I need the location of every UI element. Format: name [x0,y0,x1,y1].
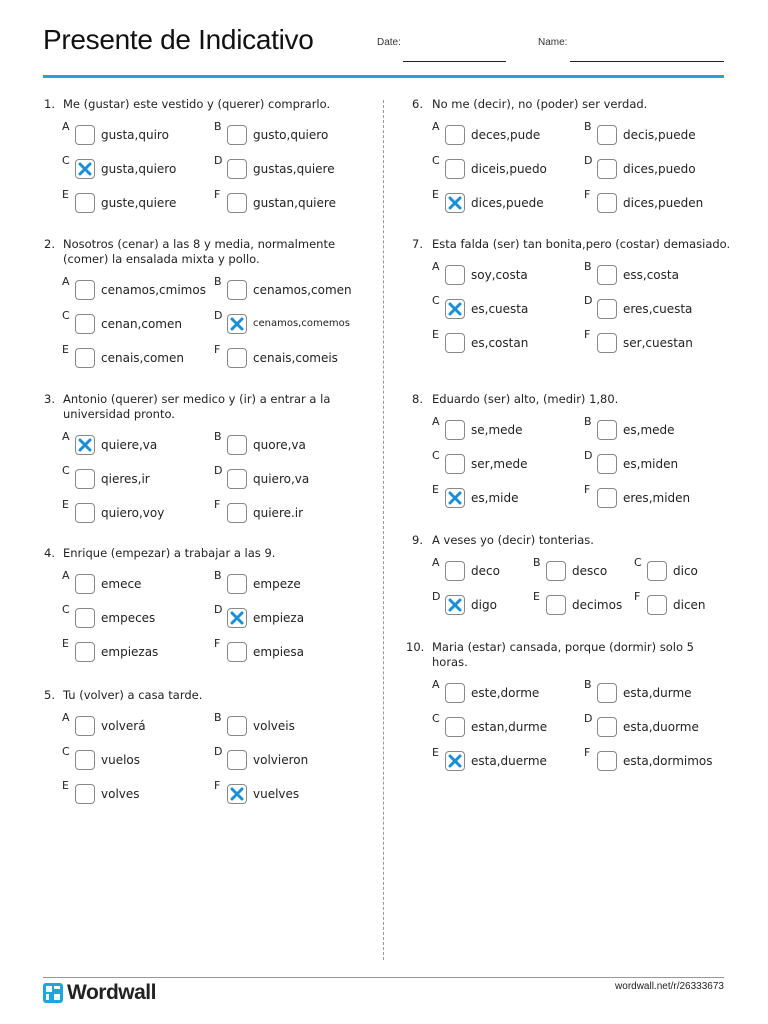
answer-checkbox[interactable] [227,716,247,736]
option-text: es,mide [471,491,519,505]
question-number: 7. [412,237,423,251]
answer-checkbox[interactable] [227,435,247,455]
answer-checkbox[interactable] [546,561,566,581]
option-text: es,mede [623,423,675,437]
option-letter: C [432,294,440,307]
answer-checkbox[interactable] [597,454,617,474]
answer-checkbox[interactable] [445,454,465,474]
answer-checkbox[interactable] [445,751,465,771]
option-letter: D [214,154,223,167]
option-text: estan,durme [471,720,548,734]
option-letter: D [214,745,223,758]
option-text: vuelos [101,753,141,767]
header-divider [43,75,724,78]
answer-checkbox[interactable] [75,193,95,213]
option-text: deces,pude [471,128,541,142]
column-divider [383,100,384,960]
question-text: No me (decir), no (poder) ser verdad. [432,97,648,111]
question-text: Me (gustar) este vestido y (querer) comprarlo. [63,97,331,111]
option-text: volves [101,787,140,801]
option-text: esta,duorme [623,720,699,734]
question-text: Antonio (querer) ser medico y (ir) a entrar a la [63,392,331,406]
answer-checkbox[interactable] [445,420,465,440]
option-letter: C [432,712,440,725]
option-letter: F [214,343,221,356]
answer-checkbox[interactable] [597,265,617,285]
option-text: gusta,quiro [101,128,169,142]
answer-checkbox[interactable] [445,683,465,703]
option-text: emece [101,577,142,591]
option-letter: D [214,309,223,322]
question-text: A veses yo (decir) tonterias. [432,533,594,547]
option-text: es,miden [623,457,679,471]
answer-checkbox[interactable] [227,642,247,662]
option-letter: D [584,154,593,167]
option-text: ser,cuestan [623,336,693,350]
option-text: volveis [253,719,295,733]
option-letter: A [432,260,440,273]
answer-checkbox[interactable] [227,608,247,628]
question-text: Maria (estar) cansada, porque (dormir) solo 5 [432,640,694,654]
answer-checkbox[interactable] [546,595,566,615]
answer-checkbox[interactable] [227,469,247,489]
answer-checkbox[interactable] [445,561,465,581]
question-text: Eduardo (ser) alto, (medir) 1,80. [432,392,619,406]
option-letter: A [432,120,440,133]
option-text: gustas,quiere [253,162,335,176]
question-text: (comer) la ensalada mixta y pollo. [63,252,260,266]
option-text: este,dorme [471,686,540,700]
option-letter: A [62,120,70,133]
answer-checkbox[interactable] [75,159,95,179]
option-letter: A [432,415,440,428]
option-text: vuelves [253,787,300,801]
answer-checkbox[interactable] [75,435,95,455]
answer-checkbox[interactable] [597,683,617,703]
option-letter: B [214,711,222,724]
option-letter: A [432,678,440,691]
option-text: cenais,comeis [253,351,338,365]
option-letter: D [214,464,223,477]
question-text: Esta falda (ser) tan bonita,pero (costar) demasiado. [432,237,731,251]
option-letter: B [214,569,222,582]
option-text: empieza [253,611,305,625]
option-letter: C [62,745,70,758]
option-letter: D [584,712,593,725]
option-letter: F [214,188,221,201]
answer-checkbox[interactable] [445,159,465,179]
answer-checkbox[interactable] [75,125,95,145]
answer-checkbox[interactable] [597,159,617,179]
answer-checkbox[interactable] [75,608,95,628]
option-letter: B [214,430,222,443]
name-field[interactable] [570,61,724,62]
option-text: empeze [253,577,301,591]
option-text: empiesa [253,645,305,659]
answer-checkbox[interactable] [75,348,95,368]
option-letter: A [62,275,70,288]
option-text: volverá [101,719,146,733]
answer-checkbox[interactable] [227,280,247,300]
answer-checkbox[interactable] [647,595,667,615]
option-letter: C [634,556,642,569]
answer-checkbox[interactable] [227,125,247,145]
answer-checkbox[interactable] [227,503,247,523]
answer-checkbox[interactable] [75,642,95,662]
question-number: 5. [44,688,55,702]
question-number: 8. [412,392,423,406]
option-text: esta,dormimos [623,754,713,768]
option-letter: F [634,590,641,603]
option-letter: F [584,328,591,341]
wordwall-logo-icon [43,983,63,1003]
option-letter: E [62,343,69,356]
option-letter: A [432,556,440,569]
option-letter: F [584,746,591,759]
option-text: guste,quiere [101,196,177,210]
option-letter: E [432,328,439,341]
option-letter: E [432,746,439,759]
answer-checkbox[interactable] [597,125,617,145]
option-text: cenamos,comemos [253,318,350,329]
option-letter: F [214,498,221,511]
option-text: decimos [572,598,623,612]
option-letter: D [584,449,593,462]
wordwall-logo [43,981,156,1005]
answer-checkbox[interactable] [445,333,465,353]
answer-checkbox[interactable] [75,574,95,594]
answer-checkbox[interactable] [227,784,247,804]
answer-checkbox[interactable] [75,750,95,770]
option-letter: B [214,120,222,133]
question-number: 9. [412,533,423,547]
check-x-icon [230,611,244,625]
option-text: es,cuesta [471,302,529,316]
check-x-icon [448,491,462,505]
option-text: quore,va [253,438,306,452]
answer-checkbox[interactable] [227,159,247,179]
answer-checkbox[interactable] [75,469,95,489]
option-letter: C [432,154,440,167]
option-text: dicen [673,598,706,612]
option-text: cenais,comen [101,351,184,365]
answer-checkbox[interactable] [227,193,247,213]
answer-checkbox[interactable] [75,784,95,804]
option-letter: E [432,188,439,201]
option-text: cenamos,cmimos [101,283,206,297]
option-letter: C [62,309,70,322]
answer-checkbox[interactable] [597,420,617,440]
check-x-icon [448,302,462,316]
answer-checkbox[interactable] [445,193,465,213]
answer-checkbox[interactable] [647,561,667,581]
option-text: esta,durme [623,686,692,700]
answer-checkbox[interactable] [597,488,617,508]
option-text: decis,puede [623,128,696,142]
option-letter: E [62,637,69,650]
option-text: dices,pueden [623,196,704,210]
option-text: dices,puedo [623,162,696,176]
answer-checkbox[interactable] [75,280,95,300]
question-number: 10. [406,640,425,654]
worksheet-url[interactable]: wordwall.net/r/26333673 [615,981,724,992]
question-text: universidad pronto. [63,407,175,421]
answer-checkbox[interactable] [445,265,465,285]
option-letter: D [214,603,223,616]
option-letter: F [584,188,591,201]
question-text: horas. [432,655,468,669]
option-text: empiezas [101,645,159,659]
brand-name: Wordwall [67,981,156,1004]
option-text: volvieron [253,753,309,767]
option-letter: C [62,464,70,477]
option-letter: E [62,188,69,201]
option-letter: B [584,120,592,133]
option-text: soy,costa [471,268,528,282]
option-letter: F [584,483,591,496]
answer-checkbox[interactable] [597,299,617,319]
answer-checkbox[interactable] [227,348,247,368]
check-x-icon [78,438,92,452]
date-label: Date: [377,37,401,48]
option-letter: A [62,711,70,724]
option-letter: D [432,590,441,603]
answer-checkbox[interactable] [75,503,95,523]
question-number: 4. [44,546,55,560]
option-text: gusta,quiero [101,162,177,176]
option-letter: E [62,779,69,792]
answer-checkbox[interactable] [227,750,247,770]
answer-checkbox[interactable] [75,716,95,736]
option-letter: B [584,260,592,273]
option-letter: F [214,637,221,650]
footer-divider [43,977,724,978]
option-text: esta,duerme [471,754,547,768]
answer-checkbox[interactable] [227,314,247,334]
answer-checkbox[interactable] [597,333,617,353]
option-text: dico [673,564,698,578]
option-letter: A [62,430,70,443]
question-text: Tu (volver) a casa tarde. [63,688,203,702]
check-x-icon [78,162,92,176]
check-x-icon [448,754,462,768]
option-letter: B [584,678,592,691]
answer-checkbox[interactable] [597,193,617,213]
option-letter: B [533,556,541,569]
option-letter: C [62,603,70,616]
answer-checkbox[interactable] [597,717,617,737]
option-text: se,mede [471,423,523,437]
option-letter: E [533,590,540,603]
option-letter: B [214,275,222,288]
question-number: 3. [44,392,55,406]
answer-checkbox[interactable] [445,299,465,319]
option-letter: E [432,483,439,496]
option-text: cenamos,comen [253,283,352,297]
option-text: gustan,quiere [253,196,336,210]
answer-checkbox[interactable] [75,314,95,334]
name-label: Name: [538,37,568,48]
option-text: deco [471,564,500,578]
answer-checkbox[interactable] [445,488,465,508]
option-text: gusto,quiero [253,128,329,142]
option-text: eres,cuesta [623,302,693,316]
question-number: 1. [44,97,55,111]
option-text: quiero,voy [101,506,165,520]
option-text: digo [471,598,497,612]
question-text: Enrique (empezar) a trabajar a las 9. [63,546,276,560]
option-text: quiero,va [253,472,310,486]
check-x-icon [448,598,462,612]
option-text: ser,mede [471,457,528,471]
option-letter: B [584,415,592,428]
check-x-icon [230,787,244,801]
answer-checkbox[interactable] [445,595,465,615]
option-text: cenan,comen [101,317,182,331]
answer-checkbox[interactable] [445,125,465,145]
option-text: quiere.ir [253,506,304,520]
answer-checkbox[interactable] [597,751,617,771]
option-text: quiere,va [101,438,158,452]
option-text: diceis,puedo [471,162,547,176]
option-text: qieres,ir [101,472,150,486]
option-text: es,costan [471,336,529,350]
option-letter: F [214,779,221,792]
check-x-icon [448,196,462,210]
option-letter: C [432,449,440,462]
option-text: desco [572,564,608,578]
page-title: Presente de Indicativo [43,24,314,55]
question-text: Nosotros (cenar) a las 8 y media, normalmente [63,237,336,251]
answer-checkbox[interactable] [227,574,247,594]
answer-checkbox[interactable] [445,717,465,737]
option-letter: A [62,569,70,582]
question-number: 6. [412,97,423,111]
question-number: 2. [44,237,55,251]
check-x-icon [230,317,244,331]
option-text: eres,miden [623,491,691,505]
date-field[interactable] [403,61,506,62]
option-letter: D [584,294,593,307]
option-text: empeces [101,611,156,625]
option-text: ess,costa [623,268,679,282]
option-text: dices,puede [471,196,544,210]
option-letter: E [62,498,69,511]
option-letter: C [62,154,70,167]
